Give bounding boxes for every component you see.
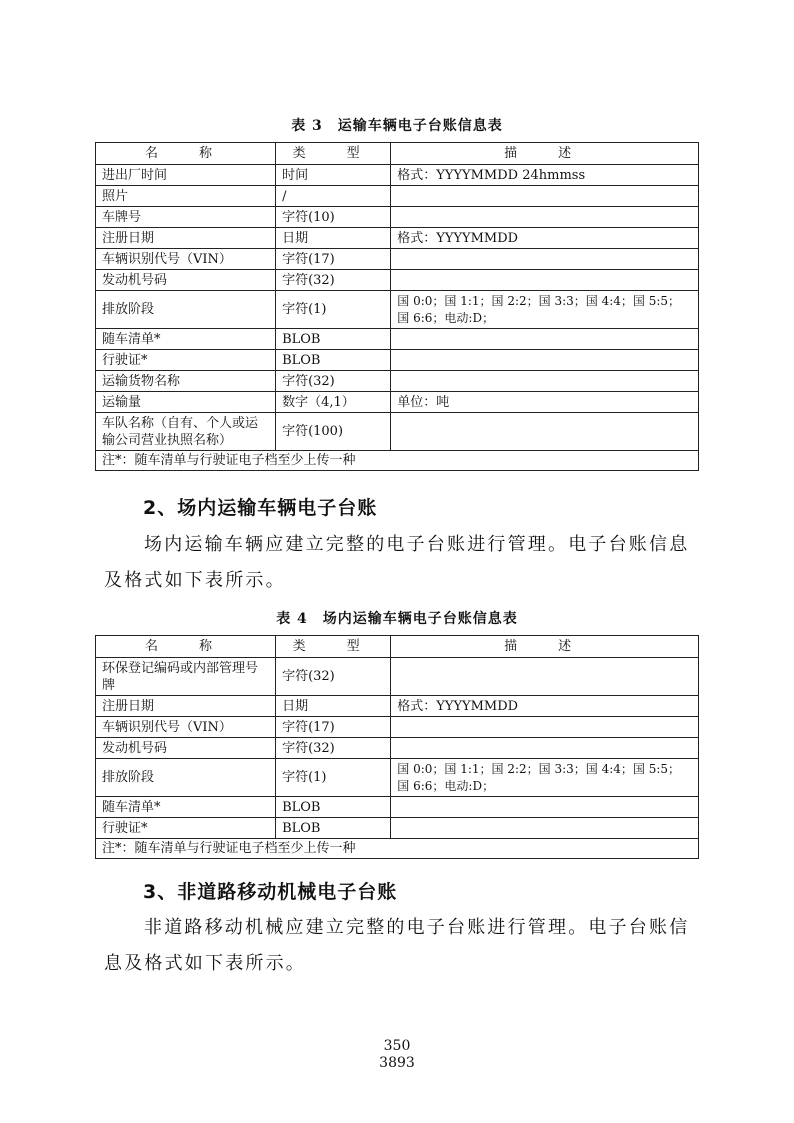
section-heading: 3、非道路移动机械电子台账 — [143, 881, 398, 903]
cell-name: 排放阶段 — [96, 759, 276, 797]
table3-caption: 表 3 运输车辆电子台账信息表 — [291, 118, 503, 134]
section-paragraph: 非道路移动机械应建立完整的电子台账进行管理。电子台账信息及格式如下表所示。 — [104, 917, 690, 974]
cell-description — [391, 413, 699, 451]
column-header-name: 名 称 — [96, 143, 276, 165]
cell-description — [391, 797, 699, 818]
cell-description — [391, 717, 699, 738]
table-row — [96, 759, 699, 797]
table-row — [96, 186, 699, 207]
cell-type: 字符(32) — [276, 658, 391, 696]
cell-type: 数字（4,1） — [276, 392, 391, 413]
cell-name: 照片 — [96, 186, 276, 207]
cell-description: 格式：YYYYMMDD 24hmmss — [391, 165, 699, 186]
table-row — [96, 797, 699, 818]
table-row — [96, 249, 699, 270]
cell-type: BLOB — [276, 797, 391, 818]
cell-description — [391, 738, 699, 759]
cell-type: BLOB — [276, 329, 391, 350]
table-row — [96, 696, 699, 717]
cell-name: 排放阶段 — [96, 291, 276, 329]
cell-description — [391, 249, 699, 270]
table-row — [96, 392, 699, 413]
table-row — [96, 329, 699, 350]
column-header-type: 类 型 — [276, 143, 391, 165]
column-header-type: 类 型 — [276, 636, 391, 658]
cell-type: BLOB — [276, 818, 391, 839]
cell-description: 单位：吨 — [391, 392, 699, 413]
cell-name: 发动机号码 — [96, 270, 276, 291]
table-row — [96, 270, 699, 291]
table-row — [96, 165, 699, 186]
table-row — [96, 738, 699, 759]
table4 — [95, 635, 699, 859]
cell-type: 字符(1) — [276, 759, 391, 797]
cell-type: 字符(17) — [276, 717, 391, 738]
cell-description — [391, 186, 699, 207]
column-header-description: 描 述 — [391, 143, 699, 165]
cell-type: 字符(32) — [276, 270, 391, 291]
table4-caption: 表 4 场内运输车辆电子台账信息表 — [276, 611, 518, 627]
cell-description — [391, 270, 699, 291]
cell-name: 车辆识别代号（VIN） — [96, 717, 276, 738]
page-number: 350 — [383, 1038, 411, 1054]
cell-description — [391, 329, 699, 350]
cell-type: 字符(32) — [276, 371, 391, 392]
table-row — [96, 207, 699, 228]
table3 — [95, 142, 699, 471]
cell-name: 随车清单* — [96, 329, 276, 350]
page-number-total: 3893 — [379, 1055, 415, 1071]
cell-type: / — [276, 186, 391, 207]
cell-description — [391, 818, 699, 839]
cell-type: 时间 — [276, 165, 391, 186]
cell-type: 字符(1) — [276, 291, 391, 329]
cell-name: 发动机号码 — [96, 738, 276, 759]
table-row — [96, 717, 699, 738]
table-row — [96, 371, 699, 392]
table-row — [96, 291, 699, 329]
table-header-row — [96, 636, 699, 658]
cell-name: 环保登记编码或内部管理号牌 — [96, 658, 276, 696]
cell-description — [391, 658, 699, 696]
cell-description — [391, 350, 699, 371]
cell-name: 运输货物名称 — [96, 371, 276, 392]
cell-name: 随车清单* — [96, 797, 276, 818]
cell-description — [391, 207, 699, 228]
cell-type: 字符(100) — [276, 413, 391, 451]
table-row — [96, 658, 699, 696]
section-heading: 2、场内运输车辆电子台账 — [143, 497, 378, 519]
table-row — [96, 818, 699, 839]
cell-name: 注册日期 — [96, 228, 276, 249]
column-header-name: 名 称 — [96, 636, 276, 658]
cell-type: 字符(17) — [276, 249, 391, 270]
cell-type: 字符(10) — [276, 207, 391, 228]
cell-name: 注册日期 — [96, 696, 276, 717]
column-header-description: 描 述 — [391, 636, 699, 658]
table-row — [96, 228, 699, 249]
cell-name: 车队名称（自有、个人或运输公司营业执照名称） — [96, 413, 276, 451]
cell-name: 行驶证* — [96, 350, 276, 371]
cell-name: 进出厂时间 — [96, 165, 276, 186]
table-row — [96, 350, 699, 371]
table-header-row — [96, 143, 699, 165]
cell-type: 日期 — [276, 696, 391, 717]
cell-type: BLOB — [276, 350, 391, 371]
table-note-row — [96, 839, 699, 859]
table-note: 注*：随车清单与行驶证电子档至少上传一种 — [96, 451, 699, 471]
cell-name: 车牌号 — [96, 207, 276, 228]
cell-type: 字符(32) — [276, 738, 391, 759]
cell-name: 车辆识别代号（VIN） — [96, 249, 276, 270]
cell-description: 格式：YYYYMMDD — [391, 228, 699, 249]
table-note: 注*：随车清单与行驶证电子档至少上传一种 — [96, 839, 699, 859]
cell-description — [391, 371, 699, 392]
cell-description: 国 0:0；国 1:1；国 2:2；国 3:3；国 4:4；国 5:5；国 6:6；电动:D； — [391, 291, 699, 329]
cell-type: 日期 — [276, 228, 391, 249]
section-paragraph: 场内运输车辆应建立完整的电子台账进行管理。电子台账信息及格式如下表所示。 — [104, 534, 690, 591]
cell-name: 运输量 — [96, 392, 276, 413]
table-row — [96, 413, 699, 451]
cell-description: 国 0:0；国 1:1；国 2:2；国 3:3；国 4:4；国 5:5；国 6:6；电动:D； — [391, 759, 699, 797]
table-note-row — [96, 451, 699, 471]
cell-name: 行驶证* — [96, 818, 276, 839]
cell-description: 格式：YYYYMMDD — [391, 696, 699, 717]
